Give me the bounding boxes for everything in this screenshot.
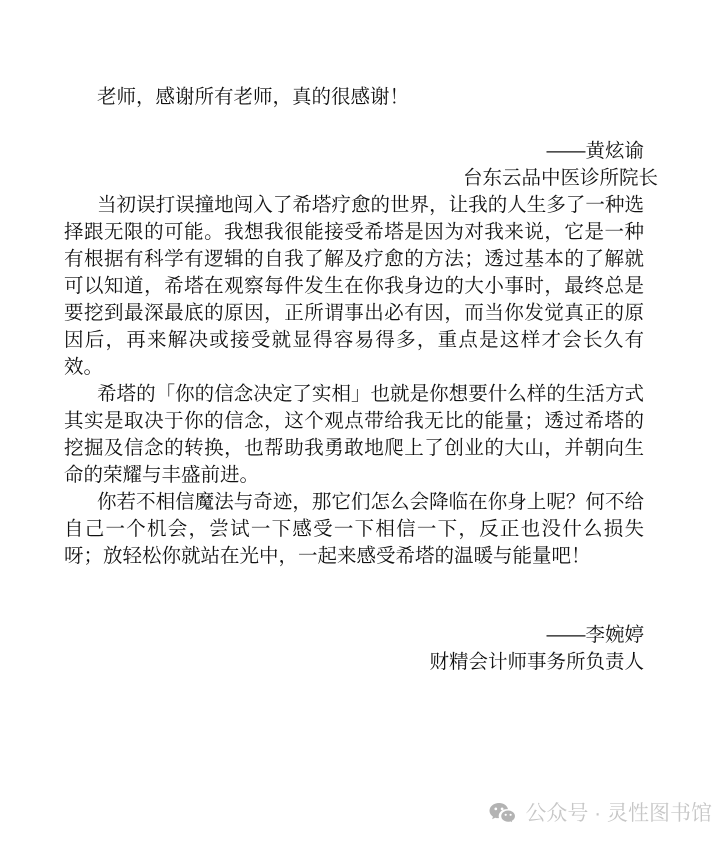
testimonial-1-signature	[64, 138, 658, 192]
page-content	[64, 84, 658, 676]
testimonial-2-paragraph-2: 希塔的「你的信念决定了实相」也就是你想要什么样的生活方式其实是取决于你的信念，这个观点带给我无比的能量；透过希塔的挖掘及信念的转换，也帮助我勇敢地爬上了创业的大山，并朝向生命的荣耀与丰盛前进。	[64, 383, 644, 486]
watermark	[489, 800, 712, 828]
signature-name: ——黄炫谕	[546, 140, 644, 162]
watermark-label: 公众号 · 灵性图书馆	[525, 802, 712, 825]
signature-title: 台东云品中医诊所院长	[462, 167, 658, 189]
testimonial-2-signature	[64, 622, 644, 676]
wechat-icon	[489, 802, 516, 826]
testimonial-2-paragraph-1: 当初误打误撞地闯入了希塔疗愈的世界，让我的人生多了一种选择跟无限的可能。我想我很能接受希塔是因为对我来说，它是一种有根据有科学有逻辑的自我了解及疗愈的方法；透过基本的了解就可以知道，希塔在观察每件发生在你我身边的大小事时，最终总是要挖到最深最底的原因，正所谓事出必有因，而当你发觉真正的原因后，再来解决或接受就显得容易得多，重点是这样才会长久有效。	[64, 194, 644, 378]
signature-title: 财精会计师事务所负责人	[429, 651, 644, 673]
testimonial-1-closing-line: 老师，感谢所有老师，真的很感谢！	[97, 86, 410, 108]
testimonial-2-paragraph-3: 你若不相信魔法与奇迹，那它们怎么会降临在你身上呢？何不给自己一个机会，尝试一下感受一下相信一下，反正也没什么损失呀；放轻松你就站在光中，一起来感受希塔的温暖与能量吧！	[64, 491, 644, 567]
signature-name: ——李婉婷	[546, 624, 644, 646]
